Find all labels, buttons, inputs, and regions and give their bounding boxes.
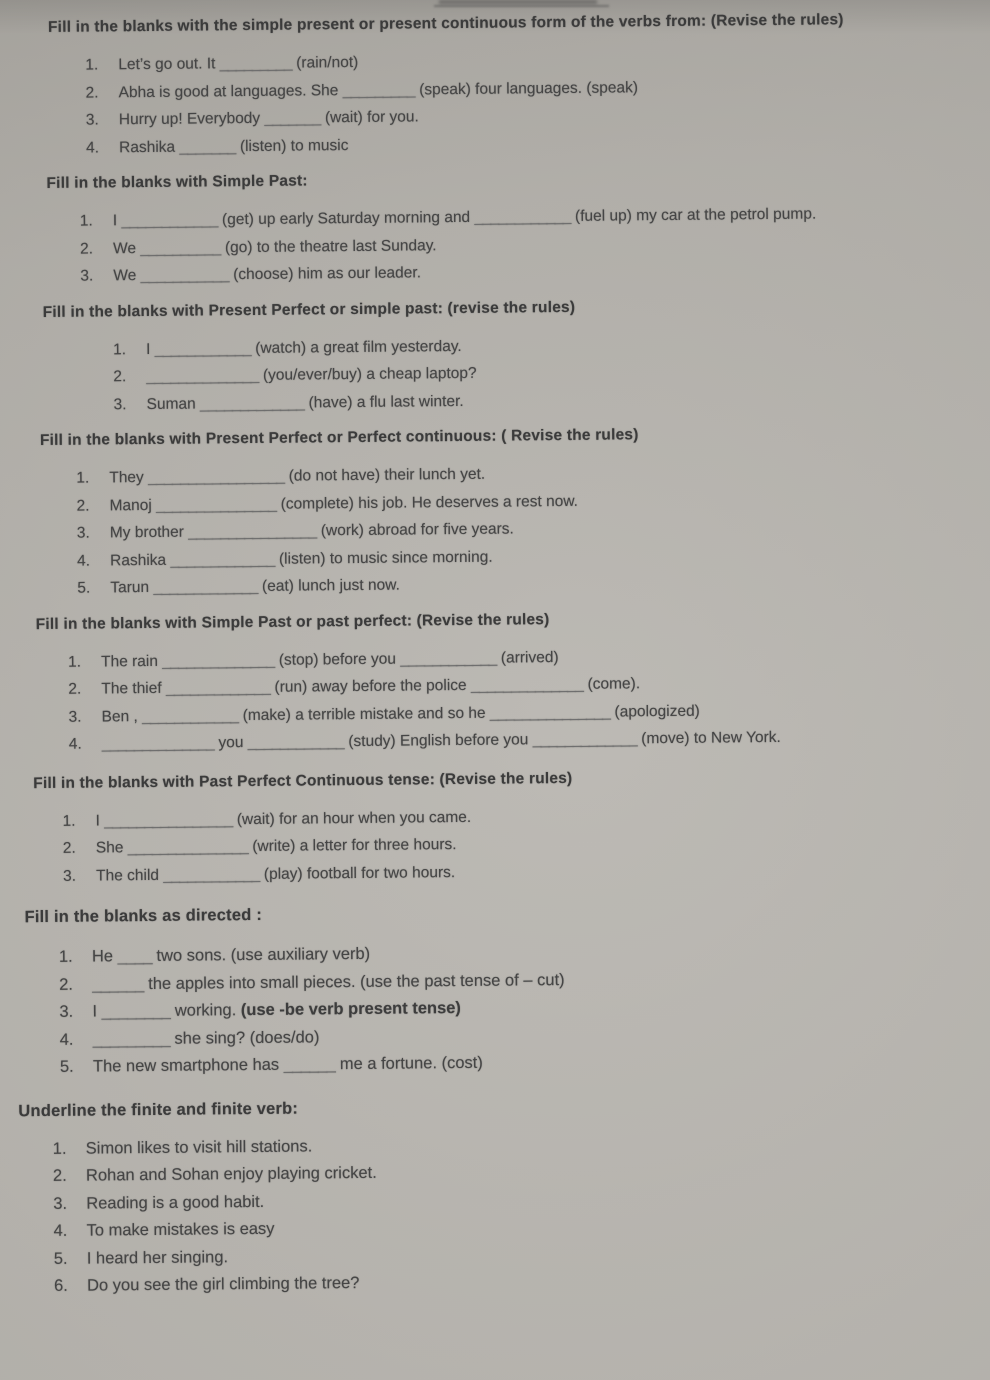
- item-text: (move) to New York.: [636, 728, 781, 748]
- item-text: (choose) him as our leader.: [228, 264, 422, 284]
- section-simple-past: [46, 166, 990, 291]
- section-present-perfect-or-simple-past: [43, 294, 990, 419]
- fill-blank: ________________: [188, 522, 317, 541]
- fill-blank: ________: [101, 1001, 171, 1021]
- item-number: 2.: [52, 1166, 67, 1185]
- item-number: 2.: [113, 368, 127, 386]
- item-number: 5.: [53, 1249, 68, 1268]
- section-heading: Fill in the blanks as directed :: [24, 905, 263, 927]
- item-text: (complete) his job. He deserves a rest now.: [276, 492, 579, 513]
- fill-blank: __________: [140, 238, 221, 257]
- item-number: 3.: [53, 1194, 68, 1213]
- item-text: (fuel up) my car at the petrol pump.: [570, 205, 817, 225]
- item-number: 6.: [53, 1276, 68, 1295]
- item-number: 3.: [76, 524, 90, 542]
- item-number: 1.: [58, 947, 73, 966]
- section-present-perfect-or-perfect-continuous: [40, 423, 990, 603]
- item-text: (rain/not): [291, 53, 359, 72]
- section-heading: Underline the finite and finite verb:: [18, 1099, 299, 1120]
- item-text: Rashika: [119, 138, 180, 156]
- item-text: two sons. (use auxiliary verb): [151, 944, 371, 965]
- item-number: 1.: [52, 1139, 67, 1158]
- fill-blank: ____: [117, 946, 152, 966]
- item-text: you: [214, 734, 248, 752]
- item-text: me a fortune. (cost): [335, 1053, 483, 1074]
- fill-blank: ______: [92, 974, 144, 994]
- item-text: (you/ever/buy) a cheap laptop?: [258, 364, 477, 384]
- item-text: (speak) four languages. (speak): [414, 78, 639, 98]
- item-number: 2.: [80, 240, 94, 258]
- item-text: I: [92, 1002, 102, 1021]
- fill-blank: _________________: [147, 467, 285, 486]
- item-text: she sing? (does/do): [169, 1027, 320, 1048]
- item-number: 1.: [85, 56, 99, 74]
- fill-blank: _______________: [489, 703, 611, 722]
- item-text: (have) a flu last winter.: [304, 392, 464, 411]
- item-text: Do you see the girl climbing the tree?: [86, 1273, 360, 1295]
- item-text: To make mistakes is easy: [86, 1219, 275, 1240]
- item-text: (write) a letter for three hours.: [247, 836, 457, 856]
- item-number: 4.: [77, 552, 91, 570]
- question-list: [47, 199, 990, 291]
- item-text: We: [113, 267, 141, 285]
- item-number: 1.: [62, 812, 76, 830]
- fill-blank: ____________: [142, 706, 239, 725]
- fill-blank: _____________: [532, 730, 638, 749]
- fill-blank: _________: [219, 54, 293, 73]
- item-text: My brother: [109, 523, 189, 542]
- item-number: 5.: [77, 579, 91, 597]
- section-heading: Fill in the blanks with Present Perfect or simple past: (revise the rules): [42, 298, 576, 321]
- fill-blank: _____________: [199, 393, 305, 412]
- item-text: (do not have) their lunch yet.: [284, 465, 486, 485]
- item-number: 2.: [68, 680, 82, 698]
- fill-blank: ______________: [101, 734, 215, 753]
- item-text: (eat) lunch just now.: [257, 576, 400, 595]
- item-text: I: [95, 811, 105, 830]
- item-number: 2.: [59, 975, 74, 994]
- item-text: Tarun: [110, 578, 154, 597]
- fill-blank: _______: [264, 109, 321, 127]
- item-number: 2.: [76, 497, 90, 515]
- item-text: Reading is a good habit.: [86, 1192, 265, 1213]
- fill-blank: ________________: [104, 810, 233, 829]
- item-number: 3.: [85, 111, 99, 129]
- item-text: (use -be verb present tense): [240, 999, 461, 1020]
- item-text: The thief: [101, 679, 167, 698]
- item-number: 1.: [79, 212, 93, 230]
- item-text: (work) abroad for five years.: [316, 520, 514, 540]
- item-text: the apples into small pieces. (use the past tense of – cut): [143, 970, 565, 993]
- item-text: I: [145, 340, 155, 358]
- section-underline-finite-verb: [18, 1092, 990, 1300]
- item-text: (study) English before you: [343, 731, 533, 751]
- fill-blank: _______: [179, 137, 236, 156]
- item-number: 3.: [68, 708, 82, 726]
- fill-blank: ____________: [474, 207, 571, 226]
- question-list: [36, 639, 990, 758]
- item-text: (get) up early Saturday morning and: [217, 208, 475, 229]
- fill-blank: _______________: [127, 838, 249, 857]
- item-number: 1.: [112, 340, 127, 358]
- item-text: Hurry up! Everybody: [118, 109, 265, 129]
- fill-blank: ______: [283, 1055, 336, 1074]
- item-text: working.: [170, 1001, 241, 1020]
- item-number: 4.: [86, 138, 100, 157]
- fill-blank: ____________: [154, 339, 252, 358]
- item-number: 4.: [59, 1030, 74, 1049]
- fill-blank: ____________: [400, 649, 497, 668]
- item-number: 1.: [67, 653, 82, 671]
- item-text: (wait) for an hour when you came.: [232, 808, 472, 828]
- item-text: I: [112, 212, 122, 230]
- item-text: (wait) for you.: [320, 108, 419, 127]
- item-text: (listen) to music since morning.: [274, 548, 493, 568]
- item-number: 3.: [59, 1002, 74, 1021]
- fill-blank: ___________: [140, 266, 229, 285]
- item-number: 1.: [76, 469, 90, 487]
- question-list: [33, 798, 990, 890]
- item-number: 2.: [62, 839, 76, 857]
- section-heading: Fill in the blanks with Present Perfect or Perfect continuous: ( Revise the rules): [39, 426, 639, 450]
- item-text: Abha is good at languages. She: [118, 81, 343, 101]
- question-list: [48, 43, 990, 162]
- fill-blank: _____________: [165, 678, 271, 697]
- item-number: 3.: [63, 867, 77, 885]
- section-heading: Fill in the blanks with Simple Past:: [46, 172, 308, 192]
- item-number: 3.: [113, 395, 127, 413]
- item-number: 4.: [68, 735, 82, 753]
- item-text: (stop) before you: [274, 650, 401, 669]
- item-text: (make) a terrible mistake and so he: [238, 704, 490, 724]
- item-number: 5.: [59, 1057, 74, 1076]
- fill-blank: ______________: [146, 366, 259, 385]
- fill-blank: ______________: [470, 675, 584, 694]
- item-text: Rashika: [110, 551, 171, 569]
- section-past-perfect-continuous: [33, 765, 990, 890]
- item-number: 4.: [53, 1221, 68, 1240]
- item-text: (run) away before the police: [270, 676, 472, 696]
- section-simple-past-or-past-perfect: [36, 606, 990, 758]
- section-as-directed: [24, 899, 990, 1082]
- fill-blank: ____________: [121, 211, 218, 230]
- section-heading: Fill in the blanks with the simple present or present continuous form of the verbs from: (Revise the rules): [47, 11, 844, 36]
- fill-blank: _________: [92, 1029, 170, 1049]
- item-text: Manoj: [109, 496, 157, 514]
- item-text: (listen) to music: [235, 136, 349, 155]
- item-text: The child: [96, 866, 164, 884]
- item-text: Simon likes to visit hill stations.: [85, 1136, 313, 1158]
- item-text: (come).: [583, 675, 641, 693]
- item-text: Let’s go out. It: [118, 55, 220, 74]
- item-text: Ben ,: [101, 707, 143, 725]
- fill-blank: _______________: [156, 495, 277, 514]
- question-list: [19, 1126, 990, 1300]
- item-text: (arrived): [496, 648, 559, 667]
- item-text: They: [109, 468, 149, 487]
- fill-blank: ______________: [162, 651, 275, 670]
- item-text: She: [95, 839, 128, 857]
- item-text: Suman: [146, 394, 201, 413]
- item-text: (apologized): [610, 702, 700, 721]
- item-text: I heard her singing.: [86, 1247, 229, 1268]
- section-heading: Fill in the blanks with Simple Past or past perfect: (Revise the rules): [35, 610, 550, 633]
- item-text: The new smartphone has: [92, 1055, 284, 1076]
- item-number: 2.: [85, 83, 99, 102]
- item-text: (watch) a great film yesterday.: [250, 337, 462, 357]
- question-list: [25, 935, 990, 1082]
- fill-blank: _____________: [170, 550, 275, 569]
- section-heading: Fill in the blanks with Past Perfect Continuous tense: (Revise the rules): [33, 769, 573, 792]
- item-text: (play) football for two hours.: [259, 863, 456, 883]
- fill-blank: _________: [342, 80, 415, 99]
- item-text: The rain: [100, 652, 163, 670]
- item-number: 3.: [80, 267, 94, 285]
- fill-blank: _____________: [153, 577, 258, 596]
- item-text: (go) to the theatre last Sunday.: [220, 236, 437, 256]
- item-text: Rohan and Sohan enjoy playing cricket.: [85, 1163, 377, 1185]
- question-list: [40, 456, 990, 603]
- item-text: He: [91, 947, 118, 966]
- question-list: [43, 327, 990, 419]
- fill-blank: ____________: [247, 733, 345, 752]
- item-text: We: [113, 239, 141, 257]
- section-simple-present-continuous: [48, 10, 990, 162]
- fill-blank: ____________: [163, 865, 260, 884]
